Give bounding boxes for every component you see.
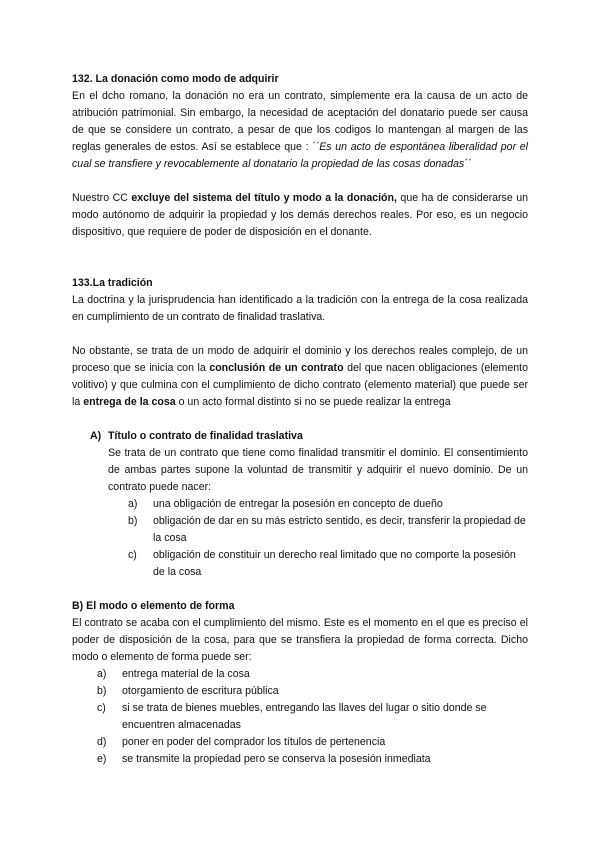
list-item-text: se transmite la propiedad pero se conserva la posesión inmediata (122, 753, 431, 765)
list-item-marker: a) (97, 668, 107, 680)
list-item-text: poner en poder del comprador los títulos de pertenencia (122, 736, 386, 748)
list-item (128, 513, 528, 547)
subsection-a-text: Se trata de un contrato que tiene como finalidad transmitir el dominio. El consentimiento de ambas partes supone la voluntad de transmitir y adquirir el nuevo dominio. De un contrato puede nacer: (108, 447, 528, 493)
list-item-marker: d) (97, 736, 107, 748)
list-item (97, 734, 528, 751)
p1-quote: ´´Es un acto de espontánea liberalidad por el cual se transfiere y revocablemente al donatario la propiedad de las cosas donadas´´ (72, 141, 528, 170)
list-item (97, 751, 528, 768)
subsection-a-label: A) (90, 430, 102, 442)
list-item (128, 496, 528, 513)
subsection-a-list (128, 496, 528, 581)
list-item-text: una obligación de entregar la posesión en concepto de dueño (153, 498, 443, 510)
p2-a: No obstante, se trata de un modo de adquirir el dominio y los derechos reales complejo, de un proceso que se inicia con la (72, 345, 528, 374)
list-item (97, 700, 528, 734)
subsection-a-heading (90, 428, 528, 445)
list-item (97, 666, 528, 683)
list-item-marker: b) (128, 515, 138, 527)
document-page (72, 71, 528, 768)
subsection-b-heading: B) El modo o elemento de forma (72, 600, 235, 612)
list-item-text: obligación de dar en su más estricto sentido, es decir, transferir la propiedad de la cosa (153, 515, 526, 544)
p2-post: que ha de considerarse un modo autónomo de adquirir la propiedad y los demás derechos reales. Por eso, es un negocio dispositivo, que requiere de poder de disposición en el donante. (72, 192, 529, 238)
list-item-text: si se trata de bienes muebles, entregando las llaves del lugar o sitio donde se encuentren almacenadas (122, 702, 487, 731)
list-item-text: otorgamiento de escritura pública (122, 685, 279, 697)
section-133-paragraph-2 (72, 343, 528, 411)
section-132-paragraph-2 (72, 190, 528, 241)
section-133-paragraph-1: La doctrina y la jurisprudencia han identificado a la tradición con la entrega de la cosa realizada en cumplimiento de un contrato de finalidad traslativa. (72, 294, 528, 323)
p2-bold: excluye del sistema del título y modo a la donación, (131, 192, 397, 204)
list-item-marker: c) (97, 702, 106, 714)
section-132-paragraph-1 (72, 88, 528, 173)
p2-c: del que nacen obligaciones (elemento volitivo) y que culmina con el cumplimiento de dicho contrato (elemento material) que puede ser la (72, 362, 528, 408)
subsection-a (90, 428, 528, 581)
p2-pre: Nuestro CC (72, 192, 132, 204)
section-132-heading: 132. La donación como modo de adquirir (72, 73, 279, 85)
p2-b2: entrega de la cosa (83, 396, 176, 408)
list-item-marker: a) (128, 498, 138, 510)
list-item-marker: c) (128, 549, 137, 561)
list-item (128, 547, 528, 581)
p2-d: o un acto formal distinto si no se puede realizar la entrega (175, 396, 451, 408)
section-133-heading: 133.La tradición (72, 277, 153, 289)
list-item-marker: e) (97, 753, 107, 765)
list-item (97, 683, 528, 700)
p1-text: En el dcho romano, la donación no era un contrato, simplemente era la causa de un acto de atribución patrimonial. Sin embargo, la necesidad de aceptación del donatario puede ser causa de que se considere un contrato, a pesar de que los codigos lo mantengan al margen de las reglas generales de estos. Así se establece que : (72, 90, 528, 153)
list-item-text: obligación de constituir un derecho real limitado que no comporte la posesión de la cosa (153, 549, 516, 578)
subsection-b-text: El contrato se acaba con el cumplimiento del mismo. Este es el momento en el que es preciso el poder de disposición de la cosa, para que se transfiera la propiedad de forma correcta. Dicho modo o elemento de forma puede ser: (72, 617, 528, 663)
list-item-marker: b) (97, 685, 107, 697)
p2-b1: conclusión de un contrato (209, 362, 344, 374)
list-item-text: entrega material de la cosa (122, 668, 250, 680)
subsection-b-list (97, 666, 528, 768)
subsection-a-title: Título o contrato de finalidad traslativa (108, 430, 303, 442)
